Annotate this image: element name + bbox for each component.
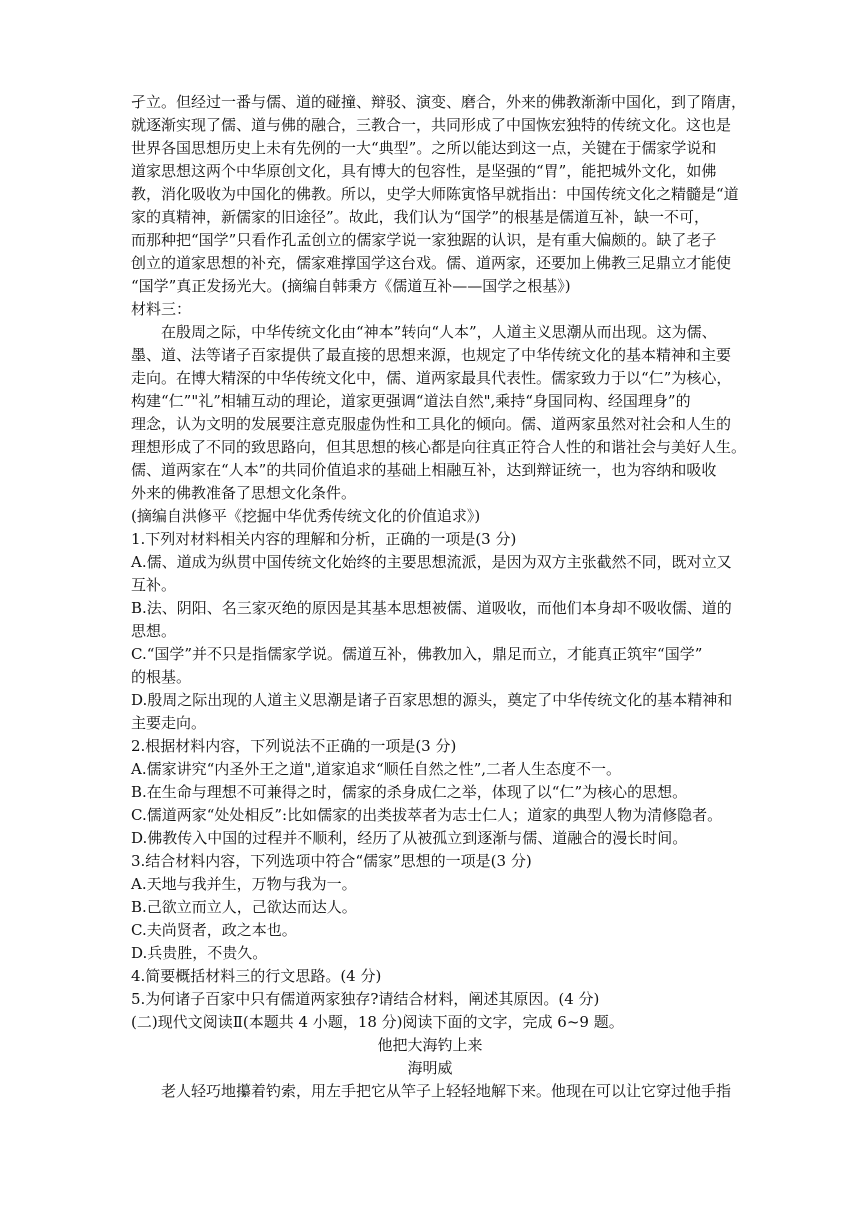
text-line: D.殷周之际出现的人道主义思潮是诸子百家思想的源头，奠定了中华传统文化的基本精神和 (131, 691, 733, 709)
text-line: (摘编自洪修平《挖掘中华优秀传统文化的价值追求》) (131, 507, 481, 525)
text-line: 理想形成了不同的致思路向，但其思想的核心都是向往真正符合人性的和谐社会与美好人生。 (131, 438, 747, 456)
text-line: C.夫尚贤者，政之本也。 (131, 921, 297, 939)
text-line: “国学”真正发扬光大。(摘编自韩秉方《儒道互补——国学之根基》) (131, 277, 571, 295)
text-line: 道家思想这两个中华原创文化，具有博大的包容性，是坚强的“胃”，能把城外文化，如佛 (131, 162, 717, 180)
text-line: 的根基。 (131, 668, 192, 686)
text-line: 老人轻巧地攥着钓索，用左手把它从竿子上轻轻地解下来。他现在可以让它穿过他手指 (131, 1082, 732, 1100)
text-line: D.兵贵胜，不贵久。 (131, 944, 268, 962)
text-line: 在殷周之际，中华传统文化由“神本”转向“人本”，人道主义思潮从而出现。这为儒、 (131, 323, 717, 341)
text-line: 构建“仁”"礼”相辅互动的理论，道家更强调“道法自然",乘持“身国同构、经国理身”的 (131, 392, 691, 410)
text-line: 墨、道、法等诸子百家提供了最直接的思想来源，也规定了中华传统文化的基本精神和主要 (131, 346, 732, 364)
text-line: D.佛教传入中国的过程并不顺利，经历了从被孤立到逐渐与儒、道融合的漫长时间。 (131, 829, 688, 847)
text-line: 创立的道家思想的补充，儒家难撑国学这台戏。儒、道两家，还要加上佛教三足鼎立才能使 (131, 254, 732, 272)
text-line: 外来的佛教准备了思想文化条件。 (131, 484, 357, 502)
text-line: A.天地与我并生，万物与我为一。 (131, 875, 357, 893)
text-line: B.己欲立而立人，己欲达而达人。 (131, 898, 357, 916)
text-line: 儒、道两家在“人本”的共同价值追求的基础上相融互补，达到辩证统一，也为容纳和吸收 (131, 461, 717, 479)
text-line: 教，消化吸收为中国化的佛教。所以，史学大师陈寅恪早就指出：中国传统文化之精髓是“道 (131, 185, 739, 203)
text-line: 1.下列对材料相关内容的理解和分析，正确的一项是(3 分) (131, 530, 517, 548)
text-line: 家的真精神，新儒家的旧途径”。故此，我们认为“国学”的根基是儒道互补，缺一不可， (131, 208, 710, 226)
text-line: 思想。 (131, 622, 177, 640)
story-title: 他把大海钓上来 (377, 1036, 483, 1054)
text-line: 3.结合材料内容，下列选项中符合“儒家”思想的一项是(3 分) (131, 852, 532, 870)
text-line: C.儒道两家“处处相反”:比如儒家的出类拔萃者为志士仁人；道家的典型人物为清修隐者。 (131, 806, 723, 824)
text-line: B.在生命与理想不可兼得之时，儒家的杀身成仁之举，体现了以“仁”为核心的思想。 (131, 783, 688, 801)
text-line: 走向。在博大精深的中华传统文化中，儒、道两家最具代表性。儒家致力于以“仁”为核心， (131, 369, 732, 387)
text-line: 5.为何诸子百家中只有儒道两家独存?请结合材料，阐述其原因。(4 分) (131, 990, 600, 1008)
text-line: 主要走向。 (131, 714, 207, 732)
text-line: B.法、阴阳、名三家灭绝的原因是其基本思想被儒、道吸收，而他们本身却不吸收儒、道的 (131, 599, 732, 617)
text-line: (二)现代文阅读Ⅱ(本题共 4 小题，18 分)阅读下面的文字，完成 6~9 题。 (131, 1013, 624, 1031)
text-line: 理念，认为文明的发展要注意克服虚伪性和工具化的倾向。儒、道两家虽然对社会和人生的 (131, 415, 732, 433)
text-line: 而那种把“国学”只看作孔孟创立的儒家学说一家独踞的认识，是有重大偏颇的。缺了老子 (131, 231, 717, 249)
text-line: 孑立。但经过一番与儒、道的碰撞、辩驳、演变、磨合，外来的佛教渐渐中国化，到了隋唐， (131, 93, 747, 111)
text-line: 2.根据材料内容，下列说法不正确的一项是(3 分) (131, 737, 457, 755)
text-line: 世界各国思想历史上未有先例的一大“典型”。之所以能达到这一点，关键在于儒家学说和 (131, 139, 717, 157)
text-line: A.儒家讲究“内圣外王之道",道家追求“顺任自然之性”,二者人生态度不一。 (131, 760, 622, 778)
text-line: 互补。 (131, 576, 177, 594)
text-line: 就逐渐实现了儒、道与佛的融合，三教合一，共同形成了中国恢宏独特的传统文化。这也是 (131, 116, 732, 134)
story-author: 海明威 (407, 1059, 453, 1077)
text-line: 材料三： (131, 300, 192, 318)
text-line: C.“国学”并不只是指儒家学说。儒道互补，佛教加入，鼎足而立，才能真正筑牢“国学” (131, 645, 703, 663)
text-line: 4.简要概括材料三的行文思路。(4 分) (131, 967, 382, 985)
text-line: A.儒、道成为纵贯中国传统文化始终的主要思想流派，是因为双方主张截然不同，既对立又 (131, 553, 732, 571)
